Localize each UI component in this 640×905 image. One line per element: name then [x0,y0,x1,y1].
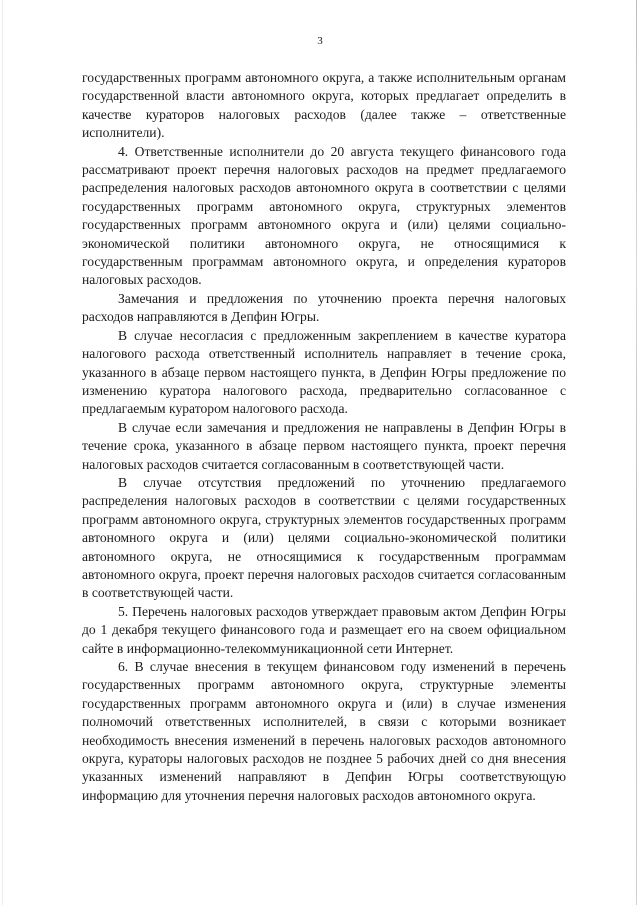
scan-edge-right [636,0,637,905]
paragraph-no-proposals: В случае отсутствия предложений по уточнению предлагаемого распределения налоговых расходов в соответствии с целями государственных программ автономного округа, структурных элементов государственных программ автономного округа и (или) целями социально-экономической политики автономного округа, не относящимися к государственным программам автономного округа, проект перечня налоговых расходов считается согласованным в соответствующей части. [82,474,566,601]
scan-edge-left [2,0,3,905]
page-number: 3 [317,35,323,47]
paragraph-continuation: государственных программ автономного округа, а также исполнительным органам государственной власти автономного округа, которых предлагает определить в качестве кураторов налоговых расходов (далее также – ответственные исполнители). [82,70,566,141]
paragraph-item-5: 5. Перечень налоговых расходов утверждает правовым актом Депфин Югры до 1 декабря текущего финансового года и размещает его на своем официальном сайте в информационно-телекоммуникационной сети Интернет. [82,603,566,656]
paragraph-item-4: 4. Ответственные исполнители до 20 августа текущего финансового года рассматривают проект перечня налоговых расходов на предмет предлагаемого распределения налоговых расходов автономного округа в соответствии с целями государственных программ автономного округа, структурных элементов государственных программ автономного округа и (или) целями социально-экономической политики автономного округа, не относящимися к государственным программам автономного округа, и определения кураторов налоговых расходов. [82,143,566,288]
paragraph-remarks: Замечания и предложения по уточнению проекта перечня налоговых расходов направляются в Депфин Югры. [82,290,566,325]
document-body [82,69,566,805]
paragraph-item-6: 6. В случае внесения в текущем финансовом году изменений в перечень государственных программ автономного округа, структурные элементы государственных программ автономного округа и (или) в случае изменения полномочий ответственных исполнителей, в связи с которыми возникает необходимость внесения изменений в перечень налоговых расходов автономного округа, кураторы налоговых расходов не позднее 5 рабочих дней со дня внесения указанных изменений направляют в Депфин Югры соответствующую информацию для уточнения перечня налоговых расходов автономного округа. [82,659,566,803]
paragraph-disagreement: В случае несогласия с предложенным закреплением в качестве куратора налогового расхода ответственный исполнитель направляет в течение срока, указанного в абзаце первом настоящего пункта, в Депфин Югры предложение по изменению куратора налогового расхода, предварительно согласованное с предлагаемым куратором налогового расхода. [82,327,566,417]
paragraph-no-remarks: В случае если замечания и предложения не направлены в Депфин Югры в течение срока, указанного в абзаце первом настоящего пункта, проект перечня налоговых расходов считается согласованным в соответствующей части. [82,419,566,472]
